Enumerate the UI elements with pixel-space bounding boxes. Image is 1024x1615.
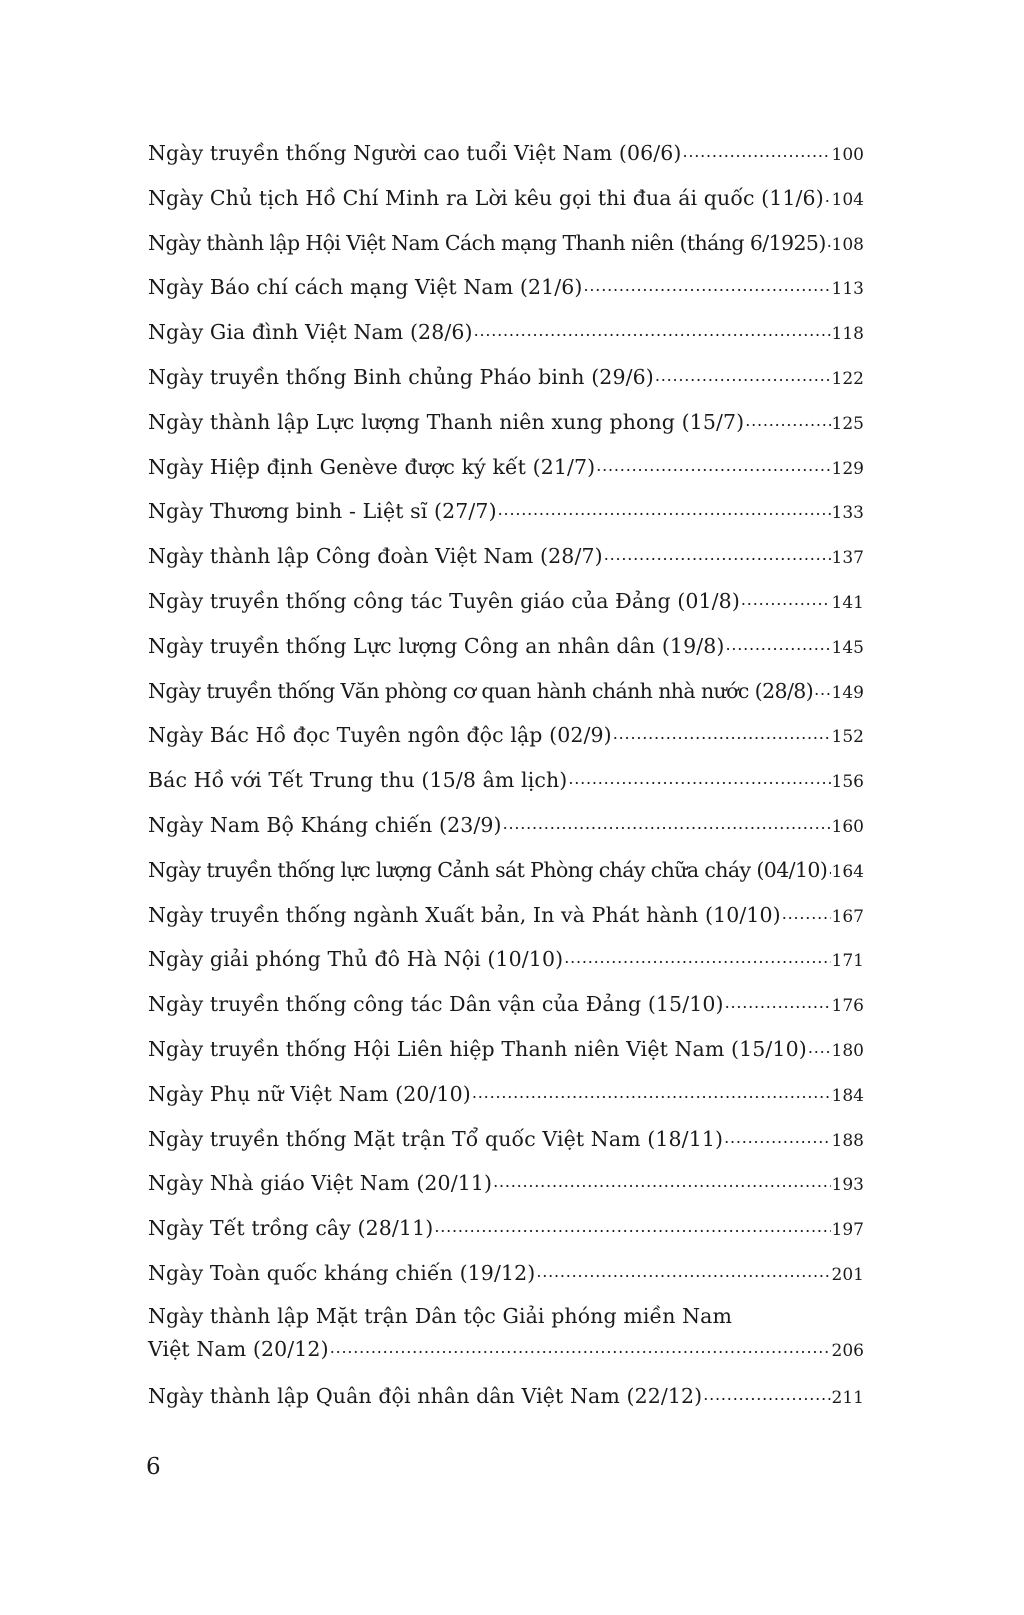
toc-entry-page: 211: [831, 1387, 864, 1408]
toc-entry-title: Ngày truyền thống Binh chủng Pháo binh (29/6): [148, 364, 654, 389]
toc-entry[interactable]: [148, 400, 864, 445]
toc-entry[interactable]: [148, 1206, 864, 1251]
dot-leader: [741, 587, 831, 608]
toc-entry-title: Ngày thành lập Hội Việt Nam Cách mạng Thanh niên (tháng 6/1925): [148, 230, 826, 255]
toc-entry-title: Ngày Thương binh - Liệt sĩ (27/7): [148, 499, 497, 524]
dot-leader: [725, 991, 831, 1012]
page-number: 6: [146, 1454, 161, 1480]
toc-entry-page: 184: [831, 1085, 864, 1106]
toc-entry-title: Ngày Gia đình Việt Nam (28/6): [148, 320, 473, 345]
toc-entry-title: Ngày Nam Bộ Kháng chiến (23/9): [148, 812, 502, 837]
toc-entry[interactable]: [148, 131, 864, 176]
toc-entry-title: Ngày Chủ tịch Hồ Chí Minh ra Lời kêu gọi thi đua ái quốc (11/6): [148, 185, 824, 210]
toc-entry-title: Ngày Báo chí cách mạng Việt Nam (21/6): [148, 275, 583, 300]
toc-entry-page: 100: [831, 145, 864, 165]
toc-entry-multiline[interactable]: [148, 1296, 864, 1374]
toc-entry-title: Ngày giải phóng Thủ đô Hà Nội (10/10): [148, 947, 564, 972]
toc-entry-title: Bác Hồ với Tết Trung thu (15/8 âm lịch): [148, 768, 568, 793]
toc-entry-page: 108: [831, 234, 864, 255]
toc-entry-line2: [148, 1333, 864, 1368]
toc-entry-title: Ngày Phụ nữ Việt Nam (20/10): [148, 1081, 471, 1106]
toc-entry-title: Ngày truyền thống ngành Xuất bản, In và Phát hành (10/10): [148, 902, 781, 927]
dot-leader: [536, 1259, 830, 1280]
toc-entry[interactable]: [148, 489, 864, 534]
toc-entry-page: 180: [831, 1040, 864, 1061]
toc-entry-title: Ngày truyền thống Hội Liên hiệp Thanh niên Việt Nam (15/10): [148, 1036, 807, 1061]
toc-entry-page: 125: [831, 413, 864, 434]
toc-entry-page: 133: [831, 503, 864, 524]
toc-entry[interactable]: [148, 758, 864, 803]
dot-leader: [703, 1382, 830, 1403]
toc-entry-page: 171: [831, 951, 864, 972]
toc-entry-title: Ngày truyền thống công tác Dân vận của Đảng (15/10): [148, 992, 724, 1017]
dot-leader: [825, 184, 831, 205]
toc-entry[interactable]: [148, 534, 864, 579]
dot-leader: [828, 856, 830, 877]
dot-leader: [584, 274, 831, 295]
dot-leader: [493, 1170, 830, 1191]
toc-entry-title: Ngày truyền thống Văn phòng cơ quan hành chánh nhà nước (28/8): [148, 678, 814, 703]
toc-entry-title: Ngày thành lập Công đoàn Việt Nam (28/7): [148, 544, 603, 569]
dot-leader: [808, 1035, 831, 1056]
toc-entry-title: Ngày truyền thống lực lượng Cảnh sát Phòng cháy chữa cháy (04/10): [148, 857, 828, 882]
dot-leader: [814, 677, 830, 698]
toc-entry[interactable]: [148, 669, 864, 714]
toc-entry-page: 104: [831, 189, 864, 210]
dot-leader: [745, 408, 830, 429]
toc-entry[interactable]: [148, 1161, 864, 1206]
toc-entry[interactable]: [148, 265, 864, 310]
toc-entry-title: Ngày thành lập Lực lượng Thanh niên xung phong (15/7): [148, 409, 745, 434]
dot-leader: [564, 946, 830, 967]
dot-leader: [472, 1080, 831, 1101]
toc-entry[interactable]: [148, 221, 864, 266]
toc-entry-title: Ngày truyền thống công tác Tuyên giáo của Đảng (01/8): [148, 588, 740, 613]
toc-entry[interactable]: [148, 445, 864, 490]
toc-entry[interactable]: [148, 624, 864, 669]
toc-entry-page: 167: [831, 906, 864, 927]
toc-entry[interactable]: [148, 803, 864, 848]
toc-entry-page: 149: [831, 682, 864, 703]
toc-entry-page: 145: [831, 637, 864, 658]
toc-entry-page: 113: [831, 279, 864, 300]
toc-entry-page: 118: [831, 324, 864, 345]
toc-entry-page: 201: [831, 1264, 864, 1285]
toc-entry-title: Ngày truyền thống Người cao tuổi Việt Nam (06/6): [148, 141, 682, 165]
toc-entry[interactable]: [148, 1027, 864, 1072]
toc-entry-title: Ngày truyền thống Mặt trận Tổ quốc Việt Nam (18/11): [148, 1126, 724, 1151]
dot-leader: [683, 140, 831, 161]
dot-leader: [434, 1215, 830, 1236]
toc-entry[interactable]: [148, 982, 864, 1027]
toc-entry-title: Ngày thành lập Quân đội nhân dân Việt Nam (22/12): [148, 1383, 703, 1408]
toc-entry-page: 164: [831, 861, 864, 882]
dot-leader: [827, 229, 831, 250]
toc-entry-page: 206: [831, 1340, 864, 1361]
dot-leader: [498, 498, 831, 519]
toc-entry[interactable]: [148, 176, 864, 221]
toc-entry-page: 193: [831, 1175, 864, 1196]
toc-entry-page: 141: [831, 592, 864, 613]
dot-leader: [782, 901, 831, 922]
toc-entry-page: 137: [831, 548, 864, 569]
toc-entry-title: Ngày Nhà giáo Việt Nam (20/11): [148, 1171, 493, 1196]
dot-leader: [596, 453, 830, 474]
toc-entry[interactable]: [148, 713, 864, 758]
toc-entry-page: 197: [831, 1220, 864, 1241]
toc-entry-page: 129: [831, 458, 864, 479]
dot-leader: [330, 1335, 831, 1356]
table-of-contents: [148, 131, 864, 1419]
toc-entry-page: 160: [831, 816, 864, 837]
dot-leader: [724, 1125, 830, 1146]
toc-entry[interactable]: [148, 1374, 864, 1419]
dot-leader: [474, 319, 831, 340]
toc-entry[interactable]: [148, 937, 864, 982]
toc-entry[interactable]: [148, 1117, 864, 1162]
toc-entry[interactable]: [148, 1072, 864, 1117]
toc-entry-page: 122: [831, 368, 864, 389]
toc-entry[interactable]: [148, 310, 864, 355]
toc-entry-page: 156: [831, 772, 864, 793]
toc-entry-title: Ngày Toàn quốc kháng chiến (19/12): [148, 1260, 536, 1285]
toc-entry[interactable]: [148, 355, 864, 400]
toc-entry[interactable]: [148, 579, 864, 624]
toc-entry-title-line2: Việt Nam (20/12): [148, 1336, 329, 1361]
dot-leader: [604, 543, 831, 564]
toc-entry[interactable]: [148, 1251, 864, 1296]
toc-entry-page: 188: [831, 1130, 864, 1151]
toc-entry-title: Ngày Hiệp định Genève được ký kết (21/7): [148, 454, 596, 479]
dot-leader: [503, 811, 831, 832]
toc-entry-page: 152: [831, 727, 864, 748]
dot-leader: [655, 363, 831, 384]
toc-entry-title: Ngày Tết trồng cây (28/11): [148, 1216, 434, 1241]
toc-entry[interactable]: [148, 893, 864, 938]
toc-entry-title: Ngày truyền thống Lực lượng Công an nhân dân (19/8): [148, 633, 725, 658]
dot-leader: [613, 722, 831, 743]
dot-leader: [725, 632, 830, 653]
toc-entry-page: 176: [831, 996, 864, 1017]
toc-entry-title: Ngày Bác Hồ đọc Tuyên ngôn độc lập (02/9): [148, 723, 612, 748]
dot-leader: [568, 767, 830, 788]
toc-entry-title-line1: Ngày thành lập Mặt trận Dân tộc Giải phóng miền Nam: [148, 1303, 733, 1328]
toc-entry[interactable]: [148, 848, 864, 893]
